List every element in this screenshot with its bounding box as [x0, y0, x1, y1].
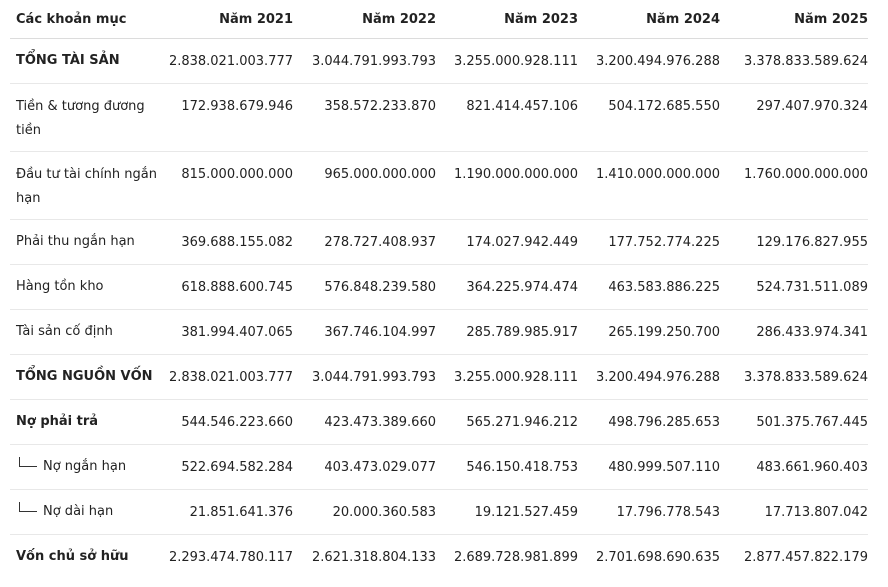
cell-value: 17.713.807.042	[720, 490, 868, 535]
table-row	[10, 535, 868, 580]
cell-value: 498.796.285.653	[578, 400, 720, 445]
cell-value: 403.473.029.077	[293, 445, 436, 490]
cell-value: 2.689.728.981.899	[453, 549, 578, 565]
cell-value: 3.378.833.589.624	[720, 355, 868, 400]
cell-value: 3.044.791.993.793	[293, 39, 436, 84]
row-label: TỔNG NGUỒN VỐN	[10, 355, 162, 400]
cell-value: 480.999.507.110	[578, 445, 720, 490]
table-row	[10, 39, 868, 84]
table-row	[10, 220, 868, 265]
column-header-2022: Năm 2022	[293, 0, 436, 39]
cell-value: 544.546.223.660	[162, 400, 293, 445]
cell-value: 2.621.318.804.133	[311, 549, 436, 565]
table-row	[10, 265, 868, 310]
cell-value: 3.044.791.993.793	[293, 355, 436, 400]
row-label: Đầu tư tài chính ngắn hạn	[10, 152, 162, 220]
cell-value: 20.000.360.583	[293, 490, 436, 535]
table-row	[10, 84, 868, 152]
cell-value: 3.200.494.976.288	[578, 355, 720, 400]
cell-value: 17.796.778.543	[578, 490, 720, 535]
table-header-row	[10, 0, 868, 39]
cell-value: 524.731.511.089	[720, 265, 868, 310]
cell-value: 19.121.527.459	[436, 490, 578, 535]
cell-value: 358.572.233.870	[293, 84, 436, 152]
cell-value: 367.746.104.997	[293, 310, 436, 355]
column-header-2023: Năm 2023	[436, 0, 578, 39]
cell-value: 3.255.000.928.111	[436, 39, 578, 84]
cell-value: 1.760.000.000.000	[720, 152, 868, 220]
cell-value: 965.000.000.000	[293, 152, 436, 220]
row-label: Nợ ngắn hạn	[43, 459, 127, 474]
cell-value: 2.877.457.822.179	[743, 549, 868, 565]
row-label: Nợ phải trả	[10, 400, 162, 445]
tree-branch-icon	[19, 457, 37, 467]
cell-value: 285.789.985.917	[436, 310, 578, 355]
cell-value: 286.433.974.341	[720, 310, 868, 355]
cell-value: 504.172.685.550	[578, 84, 720, 152]
row-label: Phải thu ngắn hạn	[10, 220, 162, 265]
cell-value: 821.414.457.106	[436, 84, 578, 152]
cell-value: 297.407.970.324	[720, 84, 868, 152]
table-row	[10, 152, 868, 220]
row-label: Tiền & tương đương tiền	[10, 84, 162, 152]
cell-value: 3.255.000.928.111	[436, 355, 578, 400]
row-label: Nợ dài hạn	[43, 504, 114, 519]
column-header-2025: Năm 2025	[720, 0, 868, 39]
cell-value: 381.994.407.065	[162, 310, 293, 355]
cell-value: 2.293.474.780.117	[168, 549, 293, 565]
row-label: Tài sản cố định	[10, 310, 162, 355]
cell-value: 2.838.021.003.777	[162, 39, 293, 84]
cell-value: 463.583.886.225	[578, 265, 720, 310]
cell-value: 177.752.774.225	[578, 220, 720, 265]
row-label: TỔNG TÀI SẢN	[10, 39, 162, 84]
cell-value: 522.694.582.284	[162, 445, 293, 490]
column-header-items: Các khoản mục	[10, 0, 162, 39]
cell-value: 3.200.494.976.288	[578, 39, 720, 84]
cell-value: 129.176.827.955	[720, 220, 868, 265]
table-row	[10, 400, 868, 445]
cell-value: 3.378.833.589.624	[720, 39, 868, 84]
cell-value: 576.848.239.580	[293, 265, 436, 310]
table-row	[10, 445, 868, 490]
cell-value: 618.888.600.745	[162, 265, 293, 310]
cell-value: 483.661.960.403	[720, 445, 868, 490]
column-header-2021: Năm 2021	[162, 0, 293, 39]
cell-value: 369.688.155.082	[162, 220, 293, 265]
row-label: Hàng tồn kho	[10, 265, 162, 310]
cell-value: 265.199.250.700	[578, 310, 720, 355]
cell-value: 2.701.698.690.635	[595, 549, 720, 565]
cell-value: 2.838.021.003.777	[162, 355, 293, 400]
table-row	[10, 310, 868, 355]
row-label-child	[10, 445, 162, 490]
row-label-child	[10, 490, 162, 535]
row-label: Vốn chủ sở hữu	[16, 549, 129, 564]
cell-value: 565.271.946.212	[436, 400, 578, 445]
cell-value: 546.150.418.753	[436, 445, 578, 490]
cell-value: 21.851.641.376	[162, 490, 293, 535]
cell-value: 423.473.389.660	[293, 400, 436, 445]
cell-value: 278.727.408.937	[293, 220, 436, 265]
table-row	[10, 355, 868, 400]
cell-value: 172.938.679.946	[162, 84, 293, 152]
table-row	[10, 490, 868, 535]
cell-value: 1.190.000.000.000	[436, 152, 578, 220]
column-header-2024: Năm 2024	[578, 0, 720, 39]
cell-value: 174.027.942.449	[436, 220, 578, 265]
cell-value: 364.225.974.474	[436, 265, 578, 310]
cell-value: 501.375.767.445	[720, 400, 868, 445]
cell-value: 1.410.000.000.000	[578, 152, 720, 220]
balance-sheet-table	[10, 0, 868, 579]
tree-branch-icon	[19, 502, 37, 512]
cell-value: 815.000.000.000	[162, 152, 293, 220]
